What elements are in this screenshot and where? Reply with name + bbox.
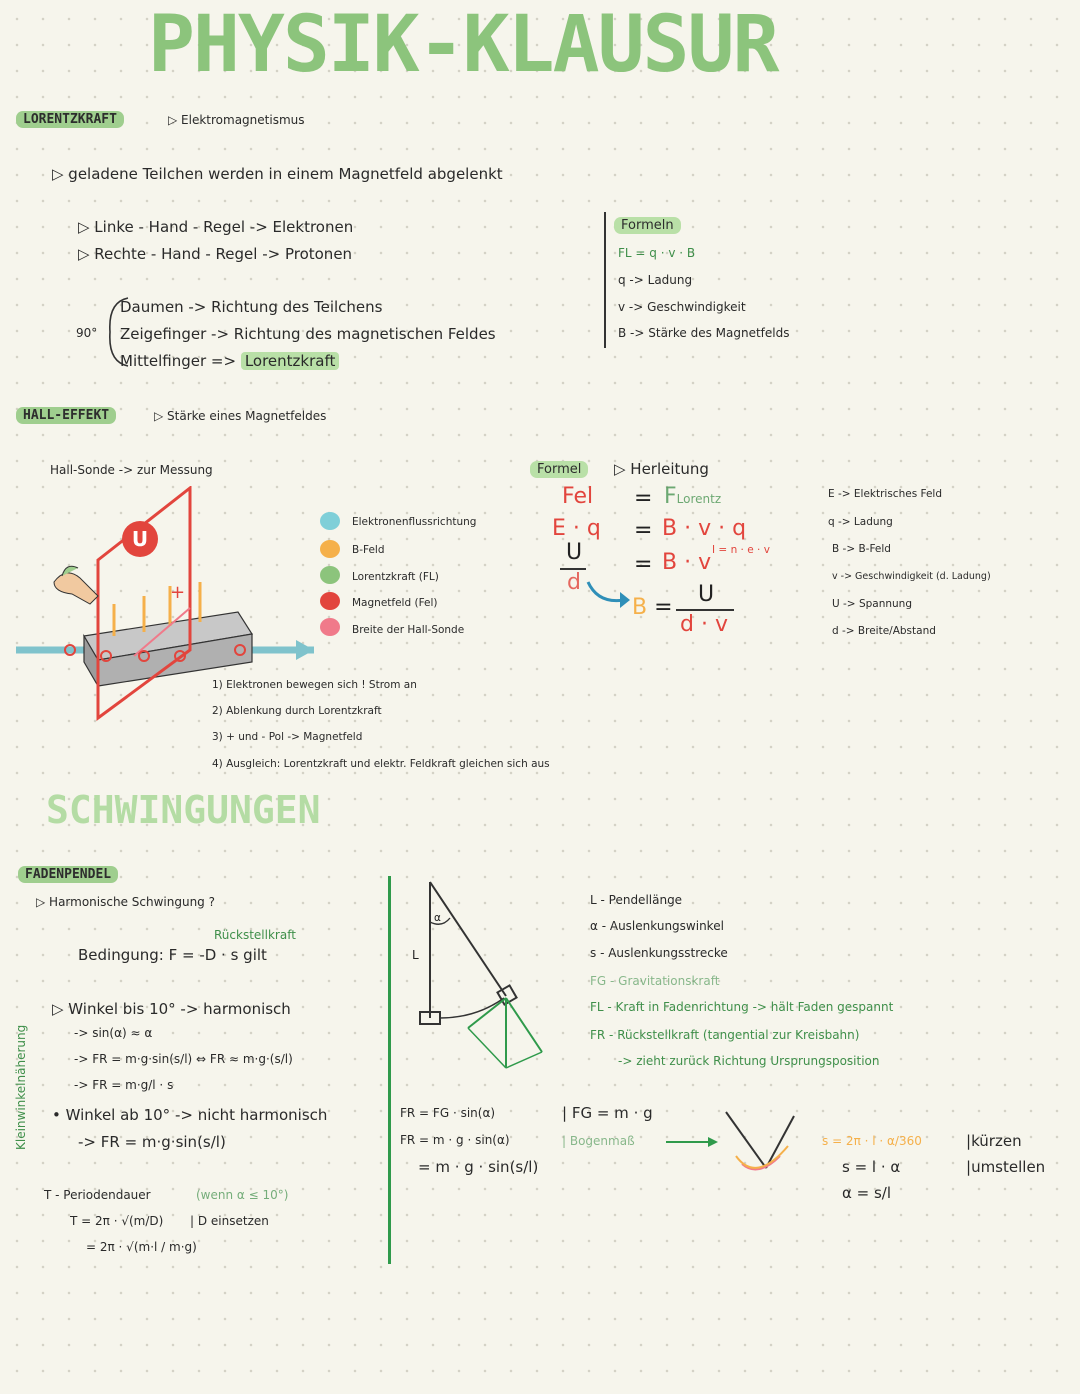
period-formula-2: = 2π · √(m·l / m·g) xyxy=(86,1240,197,1254)
def-q: q -> Ladung xyxy=(618,273,693,287)
arrow-to-result xyxy=(584,578,632,610)
hall-def-q: q -> Ladung xyxy=(828,516,893,528)
pend-def-fr-2: -> zieht zurück Richtung Ursprungsposition xyxy=(618,1054,880,1068)
pend-def-s: s - Auslenkungsstrecke xyxy=(590,946,728,960)
formulas-tag: Formeln xyxy=(614,217,681,234)
res-num: U xyxy=(698,582,715,607)
diagram-angle-label: α xyxy=(434,912,441,924)
lorentz-subtitle: ▷ Elektromagnetismus xyxy=(168,113,305,127)
schwingungen-title: SCHWINGUNGEN xyxy=(46,788,321,832)
hall-step-2: 2) Ablenkung durch Lorentzkraft xyxy=(212,705,382,717)
result-fraction-line xyxy=(676,609,734,611)
def-v: v -> Geschwindigkeit xyxy=(618,300,746,314)
period-insert: | D einsetzen xyxy=(190,1214,269,1228)
small-angle-side-label: Kleinwinkelnäherung xyxy=(14,1024,28,1150)
legend-swatch-electron xyxy=(320,512,340,530)
b-result: B = xyxy=(632,595,673,620)
kuerzen-text: kürzen xyxy=(971,1132,1022,1150)
large-angle-1: • Winkel ab 10° -> nicht harmonisch xyxy=(52,1106,328,1124)
harmonic-question: ▷ Harmonische Schwingung ? xyxy=(36,895,215,909)
hall-probe: Hall-Sonde -> zur Messung xyxy=(50,463,213,477)
herleitung-label: ▷ Herleitung xyxy=(614,460,709,478)
pend-def-fr: FR - Rückstellkraft (tangential zur Kreisbahn) xyxy=(590,1028,860,1042)
eq-1: = xyxy=(634,486,653,511)
legend-efield: Magnetfeld (Fel) xyxy=(352,597,438,609)
pend-def-l: L - Pendellänge xyxy=(590,893,683,907)
def-b: B -> Stärke des Magnetfelds xyxy=(618,326,790,340)
section-divider xyxy=(388,876,391,1264)
kuerzen-note: |kürzen xyxy=(966,1132,1022,1150)
f-el: Fel xyxy=(562,484,594,509)
hall-def-e: E -> Elektrisches Feld xyxy=(828,488,943,500)
index-rule: Zeigefinger -> Richtung des magnetischen Feldes xyxy=(120,325,496,343)
f-lorentz-sub: Lorentz xyxy=(676,492,722,506)
period-formula-1: T = 2π · √(m/D) xyxy=(70,1214,164,1228)
i-nev: I = n · e · v xyxy=(712,544,770,556)
page-title: PHYSIK-KLAUSUR xyxy=(148,0,778,90)
hall-step-1: 1) Elektronen bewegen sich ! Strom an xyxy=(212,679,417,691)
pend-def-fg: FG - Gravitationskraft xyxy=(590,974,720,988)
legend-swatch-efield xyxy=(320,592,340,610)
f-lorentz: FLorentz xyxy=(664,484,722,509)
small-angle-4: -> FR = m·g/l · s xyxy=(74,1078,174,1092)
period-insert-text: D einsetzen xyxy=(197,1214,269,1228)
period-condition: (wenn α ≤ 10°) xyxy=(196,1188,289,1202)
b-v-q: B · v · q xyxy=(662,516,747,541)
legend-electron: Elektronenflussrichtung xyxy=(352,516,477,528)
legend-swatch-lorentz xyxy=(320,566,340,584)
angle-label: 90° xyxy=(76,326,98,340)
pendulum-diagram xyxy=(406,872,556,1102)
condition: Bedingung: F = -D · s gilt xyxy=(78,946,267,964)
small-angle-2: -> sin(α) ≈ α xyxy=(74,1026,153,1040)
lorentz-tag: LORENTZKRAFT xyxy=(16,111,124,128)
rule-left-hand: ▷ Linke - Hand - Regel -> Elektronen xyxy=(78,218,354,236)
legend-width: Breite der Hall-Sonde xyxy=(352,624,465,636)
pend-def-fl: FL - Kraft in Fadenrichtung -> hält Faden gespannt xyxy=(590,1000,894,1014)
eq-3: = xyxy=(634,552,653,577)
fg-formula: | FG = m · g xyxy=(562,1104,653,1122)
umstellen-text: umstellen xyxy=(971,1158,1046,1176)
svg-text:+: + xyxy=(170,582,186,603)
diagram-length-label: L xyxy=(412,948,419,962)
alpha-formula: α = s/l xyxy=(842,1184,892,1202)
legend-lorentz: Lorentzkraft (FL) xyxy=(352,571,439,583)
formel-tag: Formel xyxy=(530,461,588,478)
hall-def-u: U -> Spannung xyxy=(832,598,912,610)
s-formula-1 xyxy=(822,1134,922,1148)
small-angle-3: -> FR = m·g·sin(s/l) ⇔ FR ≈ m·g·(s/l) xyxy=(74,1052,293,1066)
bogenmass-text: Bogenmaß xyxy=(569,1134,635,1148)
hall-step-4: 4) Ausgleich: Lorentzkraft und elektr. Feldkraft gleichen sich aus xyxy=(212,758,550,770)
eq-2: = xyxy=(634,518,653,543)
res-den: d · v xyxy=(680,612,728,637)
hall-tag: HALL-EFFEKT xyxy=(16,407,116,424)
small-angle-1: ▷ Winkel bis 10° -> harmonisch xyxy=(52,1000,291,1018)
formula-divider xyxy=(604,212,606,348)
rule-right-hand: ▷ Rechte - Hand - Regel -> Protonen xyxy=(78,245,353,263)
middle-rule xyxy=(120,352,339,370)
lorentz-formula: FL = q · v · B xyxy=(618,246,696,260)
side-spacer xyxy=(48,996,49,1146)
large-angle-2: -> FR = m·g·sin(s/l) xyxy=(78,1133,226,1151)
legend-swatch-width xyxy=(320,618,340,636)
period-title: T - Periodendauer xyxy=(44,1188,151,1202)
thumb-rule: Daumen -> Richtung des Teilchens xyxy=(120,298,383,316)
restoring-label: Rückstellkraft xyxy=(214,928,296,942)
lorentz-intro: ▷ geladene Teilchen werden in einem Magnetfeld abgelenkt xyxy=(52,165,503,183)
u-num: U xyxy=(566,540,583,565)
hall-step-3: 3) + und - Pol -> Magnetfeld xyxy=(212,731,363,743)
pend-def-alpha: α - Auslenkungswinkel xyxy=(590,919,724,933)
fr-formula-1: FR = FG · sin(α) xyxy=(400,1106,496,1120)
b-v: B · v xyxy=(662,550,712,575)
middle-rule-text: Mittelfinger => xyxy=(120,352,237,370)
voltmeter-icon: U xyxy=(122,521,158,557)
fr-formula-2: FR = m · g · sin(α) xyxy=(400,1133,510,1147)
hall-def-v: v -> Geschwindigkeit (d. Ladung) xyxy=(832,571,991,582)
legend-swatch-bfield xyxy=(320,540,340,558)
d-den: d xyxy=(567,570,581,595)
hall-def-d: d -> Breite/Abstand xyxy=(832,625,936,637)
angle-sketch xyxy=(722,1106,802,1186)
hall-subtitle: ▷ Stärke eines Magnetfeldes xyxy=(154,409,327,423)
hall-def-b: B -> B-Feld xyxy=(832,543,891,555)
fr-formula-3: = m · g · sin(s/l) xyxy=(418,1158,539,1176)
s-formula-2: s = l · α xyxy=(842,1158,901,1176)
lorentzkraft-highlight: Lorentzkraft xyxy=(241,352,340,370)
bogen-arrow xyxy=(664,1134,720,1150)
s-formula-1-text: s = 2π · l · α/360 xyxy=(822,1134,922,1148)
umstellen-note: |umstellen xyxy=(966,1158,1046,1176)
e-q: E · q xyxy=(552,516,601,541)
fadenpendel-tag: FADENPENDEL xyxy=(18,866,118,883)
fg-formula-text: FG = m · g xyxy=(571,1104,653,1122)
legend-bfield: B-Feld xyxy=(352,544,385,556)
bogenmass: | Bogenmaß xyxy=(562,1134,635,1148)
